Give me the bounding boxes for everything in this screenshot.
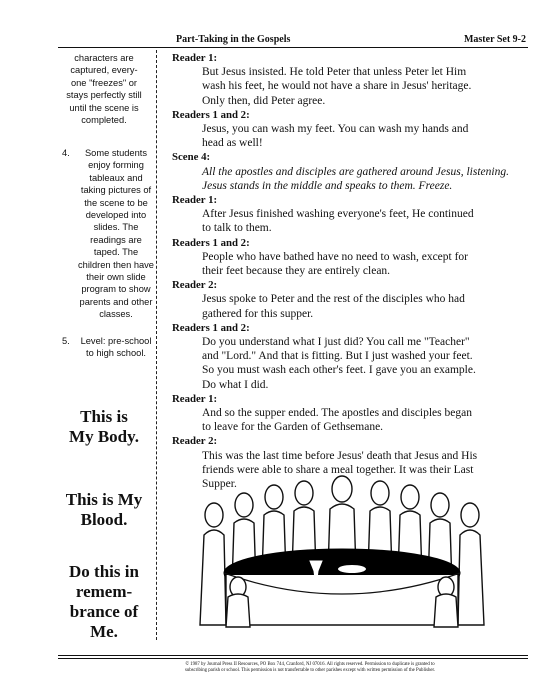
script-line: to leave for the Garden of Gethsemane. [202, 421, 384, 434]
callout-line: Me. [90, 622, 118, 641]
header-rule [58, 47, 528, 48]
script-line: gathered for this supper. [202, 307, 314, 320]
footer-line: © 1987 by Journal Press II Resources, PO Box 744, Cranford, NJ 07016. All rights reserved. Permission to duplicate is granted to [185, 662, 435, 667]
script-block [172, 193, 528, 236]
script-line: friends were able to share a meal together. It was their Last [202, 463, 474, 476]
page-header [58, 34, 528, 48]
sidebar-item-line: Some students [84, 148, 147, 158]
callout-line: This is My [65, 490, 143, 509]
header-set-number: Master Set 9-2 [463, 34, 526, 45]
script-line: to talk to them. [202, 222, 272, 235]
speaker-label: Reader 1: [172, 392, 218, 405]
speaker-label: Reader 1: [172, 52, 218, 64]
script-line: Do what I did. [202, 378, 269, 391]
script-line: their feet because they are entirely clean. [202, 265, 391, 278]
script-block [172, 108, 528, 151]
script-line: Do you understand what I just did? You call me "Teacher" [202, 336, 470, 349]
disciple-figure [458, 503, 484, 625]
sidebar-note-line: stays perfectly still [66, 90, 142, 101]
script-line: Supper. [202, 478, 237, 491]
speaker-label: Scene 4: [172, 151, 211, 164]
script-line: Jesus spoke to Peter and the rest of the disciples who had [202, 293, 465, 306]
disciple-figure [200, 503, 226, 625]
speaker-label: Readers 1 and 2: [172, 321, 250, 334]
callout-line: Do this in [69, 562, 139, 581]
script-line: And so the supper ended. The apostles and disciples began [202, 407, 472, 420]
script-line: wash his feet, he would not have a share in Jesus' heritage. [202, 80, 472, 93]
script-block [172, 236, 528, 279]
speaker-label: Reader 1: [172, 194, 218, 207]
sidebar-note-line: one "freezes" or [70, 77, 138, 88]
sidebar-item-line: readings are [90, 234, 142, 245]
callout-line: Blood. [80, 510, 128, 529]
speaker-label: Reader 2: [172, 435, 218, 448]
script-line: Jesus, you can wash my feet. You can wash my hands and [202, 123, 469, 136]
sidebar-item-line: to high school. [86, 348, 146, 359]
tablecloth [226, 575, 458, 625]
sidebar-item-line: program to show [81, 284, 151, 295]
copyright-footer [140, 662, 480, 674]
footer-line: subscribing parish or school. This permission is not transferrable to other parishes except with written permission of the Publisher. [184, 668, 436, 673]
footer-rule [58, 655, 528, 656]
script-line: head as well! [202, 137, 263, 150]
speaker-label: Readers 1 and 2: [172, 236, 250, 249]
callout-line: remem- [75, 582, 133, 601]
stage-direction: All the apostles and disciples are gathered around Jesus, listening. [202, 165, 509, 178]
sidebar-item-line: developed into [85, 210, 147, 221]
callout-body [52, 407, 156, 447]
callout-blood [52, 490, 156, 530]
sidebar-item-line: tableaux and [89, 172, 143, 183]
sidebar-note-line: characters are [74, 53, 134, 63]
sidebar-item-line: their own slide [86, 272, 146, 283]
script-block [172, 278, 528, 321]
sidebar-item-number: 5. [62, 336, 70, 346]
sidebar-item-number: 4. [62, 148, 70, 158]
script-block [172, 392, 528, 435]
script-line: After Jesus finished washing everyone's feet, He continued [202, 208, 474, 221]
sidebar-item-line: taking pictures of [80, 185, 152, 196]
stage-direction: Jesus stands in the middle and speaks to them. Freeze. [202, 179, 453, 192]
sidebar-item-text [76, 335, 156, 360]
script-block [172, 51, 528, 108]
script-line: People who have bathed have no need to wash, except for [202, 250, 469, 263]
sidebar-item-line: classes. [99, 309, 133, 320]
disciple-figure [226, 577, 250, 627]
script-line: But Jesus insisted. He told Peter that unless Peter let Him [202, 66, 467, 79]
footer-rule [58, 658, 528, 659]
callout-line: My Body. [69, 427, 139, 446]
sidebar-item-line: enjoy forming [88, 160, 144, 171]
script-line: So you must wash each other's feet. I gave you an example. [202, 364, 476, 377]
sidebar-item-line: children then have [78, 259, 154, 270]
sidebar-item-line: parents and other [79, 296, 153, 307]
sidebar-item-line: taped. The [93, 247, 139, 258]
disciple-figure [434, 577, 458, 627]
speaker-label: Reader 2: [172, 279, 218, 292]
sidebar-item-line: the scene to be [84, 197, 148, 208]
column-divider [156, 50, 157, 640]
script-content [172, 51, 528, 491]
sidebar-note-line: until the scene is [69, 102, 139, 113]
sidebar-note [58, 52, 150, 126]
callout-remembrance [52, 562, 156, 642]
bread-icon [338, 565, 366, 573]
script-line: This was the last time before Jesus' death that Jesus and His [202, 449, 478, 462]
script-block [172, 150, 528, 193]
header-title: Part-Taking in the Gospels [176, 34, 291, 45]
sidebar-note-line: completed. [81, 115, 127, 126]
script-block [172, 321, 528, 392]
sidebar-item-line: slides. The [93, 222, 139, 233]
sidebar-note-line: captured, every- [70, 65, 138, 76]
callout-line: brance of [69, 602, 139, 621]
script-line: and "Lord." And that is fitting. But I just washed your feet. [202, 350, 473, 363]
sidebar-item-line: Level: pre-school [80, 336, 152, 346]
script-line: Only then, did Peter agree. [202, 94, 326, 107]
speaker-label: Readers 1 and 2: [172, 108, 250, 121]
last-supper-illustration [192, 475, 492, 645]
callout-line: This is [80, 407, 128, 426]
sidebar-item-text [76, 147, 156, 321]
